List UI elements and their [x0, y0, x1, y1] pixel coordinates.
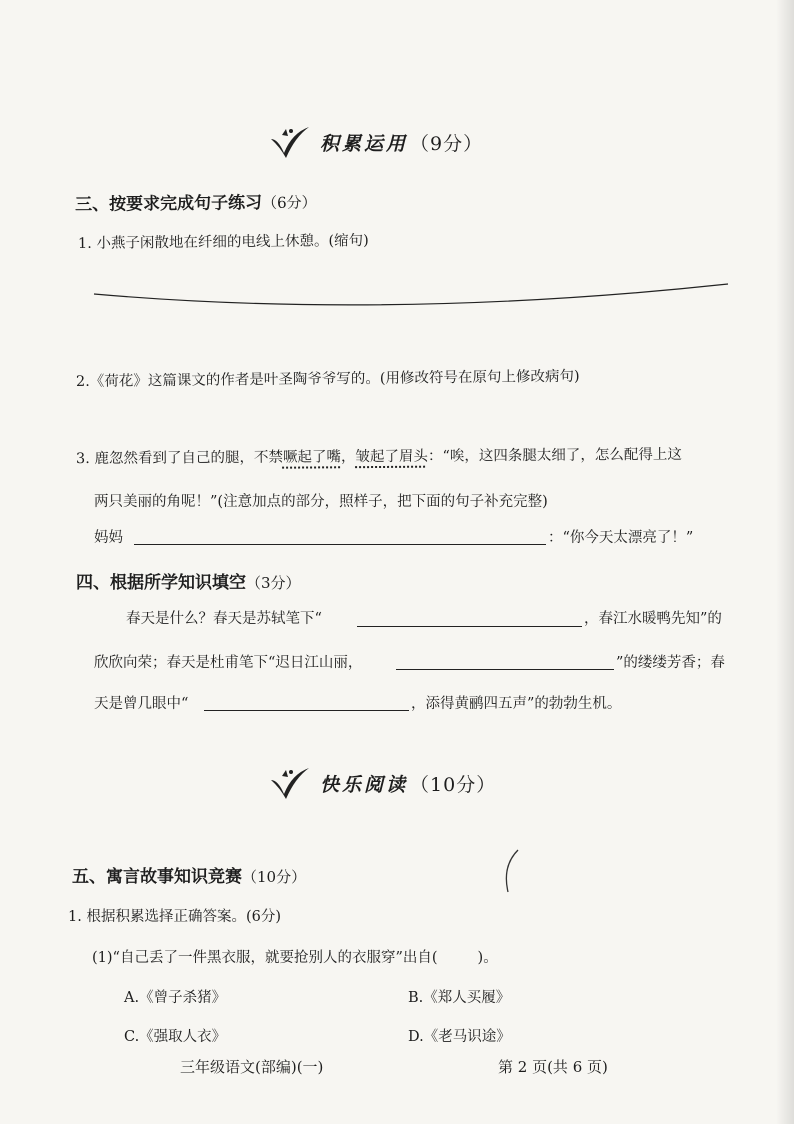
item3-text-a: 3. 鹿忽然看到了自己的腿，不禁	[75, 449, 284, 468]
question-item-1: 1. 小燕子闲散地在纤细的电线上休憩。(缩句)	[77, 232, 369, 252]
fill-line-3-b: ，添得黄鹂四五声”的勃勃生机。	[411, 696, 622, 712]
option-b[interactable]: B.《郑人买履》	[408, 990, 511, 1006]
checkmark-icon	[268, 125, 312, 159]
subquestion-1	[92, 946, 498, 967]
question-item-2: 2.《荷花》这篇课文的作者是叶圣陶爷爷写的。(用修改符号在原句上修改病句)	[75, 368, 580, 390]
answer-blank[interactable]	[134, 544, 546, 545]
heading-points: （10分）	[242, 868, 307, 886]
heading-points: （3分）	[246, 574, 301, 592]
subquestion-text-end: )。	[477, 950, 498, 966]
section-banner-reading	[268, 766, 496, 800]
answer-line	[92, 280, 732, 322]
subquestion-text: (1)“自己丢了一件黑衣服，就要抢别人的衣服穿”出自(	[92, 950, 438, 966]
question-5-item-1: 1. 根据积累选择正确答案。(6分)	[68, 909, 281, 925]
footer-course-label: 三年级语文(部编)(一)	[180, 1058, 324, 1076]
footer-page-number: 第 2 页(共 6 页)	[498, 1058, 608, 1076]
question-heading	[75, 187, 317, 215]
heading-text: 四、根据所学知识填空	[76, 573, 246, 593]
fill-line-1-a: 春天是什么？春天是苏轼笔下“	[126, 611, 322, 627]
emphasis-dotted-2: 皱起了眉头	[355, 448, 429, 466]
question-heading	[76, 568, 301, 593]
fill-line-2-a: 欣欣向荣；春天是杜甫笔下“迟日江山丽，	[94, 655, 363, 671]
question-heading	[72, 862, 306, 887]
option-d[interactable]: D.《老马识途》	[408, 1029, 511, 1045]
item3-prefix: 妈妈	[94, 530, 123, 546]
checkmark-icon	[268, 766, 312, 800]
question-item-3	[76, 443, 682, 468]
heading-text: 五、寓言故事知识竞赛	[72, 867, 242, 887]
section-banner-accumulation	[268, 125, 483, 159]
item3-suffix: ：“你今天太漂亮了！”	[548, 530, 694, 546]
answer-blank[interactable]	[204, 710, 409, 711]
item3-text-c: ：“唉，这四条腿太细了，怎么配得上这	[427, 446, 682, 465]
fill-line-1-b: ，春江水暖鸭先知”的	[584, 611, 722, 627]
option-c[interactable]: C.《强取人衣》	[124, 1029, 227, 1045]
fill-line-2-b: ”的缕缕芳香；春	[616, 655, 725, 671]
fill-line-3-a: 天是曾几眼中“	[94, 696, 189, 712]
heading-text: 三、按要求完成句子练习	[74, 193, 263, 215]
answer-blank[interactable]	[396, 669, 614, 670]
pen-mark	[498, 848, 522, 894]
item3-text-b: ，	[340, 449, 356, 466]
heading-points: （6分）	[261, 193, 317, 213]
section-score: （10分）	[410, 773, 497, 796]
section-title: 积累运用	[320, 132, 409, 155]
question-item-3-line2: 两只美丽的角呢！”(注意加点的部分，照样子，把下面的句子补充完整)	[94, 494, 548, 510]
page-edge-shadow	[776, 0, 794, 1124]
answer-blank[interactable]	[357, 626, 582, 627]
option-a[interactable]: A.《曾子杀猪》	[124, 990, 227, 1006]
emphasis-dotted-1: 噘起了嘴	[282, 449, 342, 466]
section-title: 快乐阅读	[320, 773, 409, 796]
section-score: （9分）	[410, 132, 484, 155]
